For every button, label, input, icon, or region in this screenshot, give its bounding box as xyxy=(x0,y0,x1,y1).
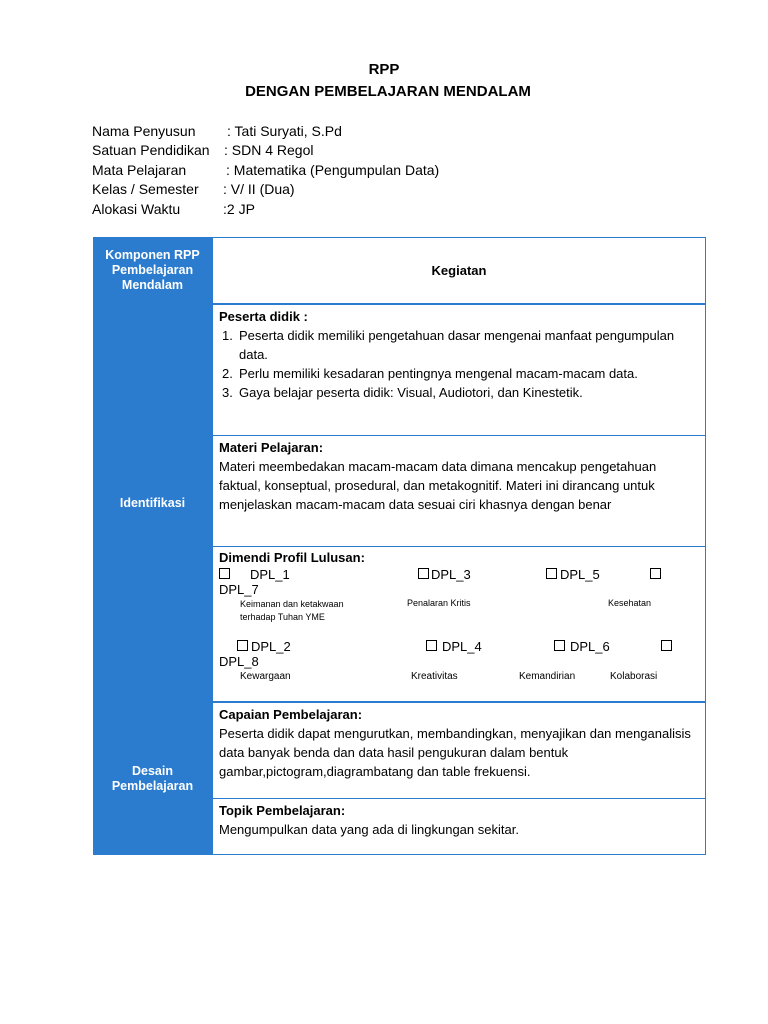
caption-kreativitas: Kreativitas xyxy=(411,671,458,682)
dpl-7-label: DPL_7 xyxy=(219,582,259,597)
dpl-1-label: DPL_1 xyxy=(250,567,290,582)
caption-penalaran: Penalaran Kritis xyxy=(407,598,471,608)
info-row-kelas-semester xyxy=(92,180,392,199)
checkbox-dpl-3[interactable] xyxy=(418,568,429,579)
peserta-didik-list xyxy=(219,326,699,402)
dpl-6-label: DPL_6 xyxy=(570,639,610,654)
materi-pelajaran-cell xyxy=(212,435,706,547)
capaian-cell xyxy=(212,702,706,799)
dpl-8-label: DPL_8 xyxy=(219,654,259,669)
peserta-didik-cell xyxy=(212,304,706,436)
info-value: :2 JP xyxy=(223,200,255,217)
info-label: Satuan Pendidikan xyxy=(92,142,210,159)
list-item: 2. Perlu memiliki kesadaran pentingnya mengenal macam-macam data. xyxy=(222,366,638,381)
capaian-text: Peserta didik dapat mengurutkan, membandingkan, menyajikan dan menganalisis data banyak benda dan data hasil pengukuran dalam bentuk gambar,pictogram,diagrambatang dan table frekuensi. xyxy=(219,726,691,779)
checkbox-dpl-2[interactable] xyxy=(237,640,248,651)
dimensi-profil-cell xyxy=(212,546,706,702)
list-item: 1. Peserta didik memiliki pengetahuan dasar mengenai manfaat pengumpulan data. xyxy=(222,328,675,362)
info-row-nama-penyusun xyxy=(92,122,392,141)
checkbox-dpl-6[interactable] xyxy=(554,640,565,651)
info-label: Kelas / Semester xyxy=(92,181,199,198)
checkbox-dpl-4[interactable] xyxy=(426,640,437,651)
caption-keimanan: Keimanan dan ketakwaan terhadap Tuhan YME xyxy=(240,599,344,622)
materi-text: Materi meembedakan macam-macam data dimana mencakup pengetahuan faktual, konseptual, prosedural, dan metakognitif. Materi ini dirancang untuk menjelaskan macam-macam data sesuai ciri khasnya dengan benar xyxy=(219,459,657,512)
dpl-5-label: DPL_5 xyxy=(560,567,600,582)
info-value: : Matematika (Pengumpulan Data) xyxy=(226,161,440,178)
caption-kemandirian: Kemandirian xyxy=(519,671,576,682)
section-desain-label: Desain Pembelajaran xyxy=(93,702,212,855)
info-label: Nama Penyusun xyxy=(92,123,196,139)
dimensi-heading: Dimendi Profil Lulusan: xyxy=(219,550,365,565)
dpl-2-label: DPL_2 xyxy=(251,639,291,654)
rpp-table xyxy=(93,237,706,855)
header-kegiatan: Kegiatan xyxy=(212,237,706,304)
document-subtitle: DENGAN PEMBELAJARAN MENDALAM xyxy=(245,83,531,100)
checkbox-dpl-5[interactable] xyxy=(546,568,557,579)
caption-kesehatan: Kesehatan xyxy=(608,598,652,608)
dpl-3-label: DPL_3 xyxy=(431,567,471,582)
info-value: : SDN 4 Regol xyxy=(224,142,314,159)
info-value: : Tati Suryati, S.Pd xyxy=(227,123,342,139)
info-value: : V/ II (Dua) xyxy=(223,181,295,198)
checkbox-dpl-8[interactable] xyxy=(661,640,672,651)
peserta-didik-heading: Peserta didik : xyxy=(219,309,308,324)
section-identifikasi-label: Identifikasi xyxy=(93,304,212,702)
dpl-4-label: DPL_4 xyxy=(442,639,482,654)
identity-info xyxy=(92,122,492,219)
info-row-mata-pelajaran xyxy=(92,161,492,180)
list-item: 3. Gaya belajar peserta didik: Visual, Audiotori, dan Kinestetik. xyxy=(222,385,583,400)
info-label: Mata Pelajaran xyxy=(92,161,187,178)
info-row-alokasi-waktu xyxy=(92,200,392,219)
document-title: RPP xyxy=(368,61,400,78)
capaian-heading: Capaian Pembelajaran: xyxy=(219,707,363,722)
checkbox-dpl-7[interactable] xyxy=(650,568,661,579)
info-row-satuan-pendidikan xyxy=(92,141,392,160)
materi-heading: Materi Pelajaran: xyxy=(219,440,324,455)
caption-kewargaan: Kewargaan xyxy=(240,671,291,682)
header-komponen: Komponen RPP Pembelajaran Mendalam xyxy=(93,237,212,304)
topik-cell xyxy=(212,798,706,855)
checkbox-dpl-1[interactable] xyxy=(219,568,230,579)
caption-kolaborasi: Kolaborasi xyxy=(610,671,658,682)
topik-heading: Topik Pembelajaran: xyxy=(219,803,346,818)
topik-text: Mengumpulkan data yang ada di lingkungan sekitar. xyxy=(219,822,519,837)
info-label: Alokasi Waktu xyxy=(92,200,181,217)
